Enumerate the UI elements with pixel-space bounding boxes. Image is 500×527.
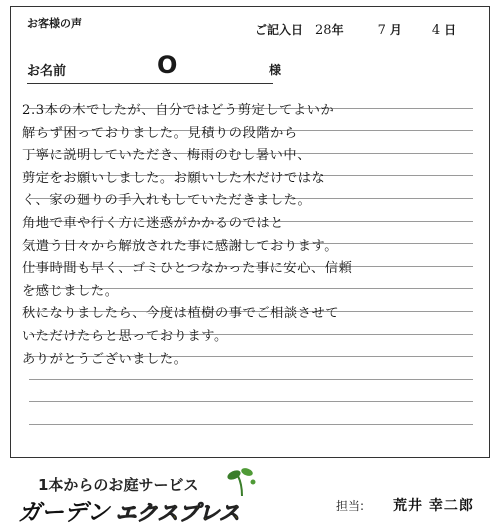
name-label: お名前 xyxy=(27,64,67,79)
testimonial-line: を感じました。 xyxy=(22,283,119,299)
testimonial-line: 秋になりましたら、今度は植樹の事でご相談させて xyxy=(22,306,340,322)
sprout-icon xyxy=(222,466,262,496)
rule-line xyxy=(29,424,473,425)
testimonial-text xyxy=(22,100,468,371)
testimonial-line: 剪定をお願いしました。お願いした木だけではな xyxy=(22,170,326,186)
date-month: 7 xyxy=(377,23,386,38)
name-honorific: 様 xyxy=(269,63,282,77)
staff-name: 荒井 幸二郎 xyxy=(393,498,474,514)
testimonial-line: 気遣う日々から解放された事に感謝しております。 xyxy=(22,238,339,254)
name-underline xyxy=(27,83,273,84)
date-label: ご記入日 xyxy=(255,23,304,37)
testimonial-line: いただけたらと思っております。 xyxy=(22,328,228,344)
testimonial-line: 丁寧に説明していただき、梅雨のむし暑い中、 xyxy=(22,148,312,164)
date-field xyxy=(255,21,456,38)
brand-name-accent: エクスプレス xyxy=(115,501,240,525)
testimonial-line: 仕事時間も早く、ゴミひとつなかった事に安心、信頼 xyxy=(22,261,353,277)
staff-label: 担当: xyxy=(336,499,365,513)
day-unit: 日 xyxy=(444,23,457,37)
customer-name: O xyxy=(157,51,178,79)
testimonial-line: 角地で車や行く方に迷惑がかかるのではと xyxy=(22,215,284,231)
company-tagline: 1本からのお庭サービス xyxy=(38,476,199,494)
testimonial-line: 2.3本の木でしたが、自分ではどう剪定してよいか xyxy=(22,103,335,118)
testimonial-line: ありがとうございました。 xyxy=(22,351,188,367)
rule-line xyxy=(29,401,473,402)
month-unit: 月 xyxy=(389,23,402,37)
customer-name-field xyxy=(27,51,457,79)
company-logo xyxy=(18,494,240,527)
testimonial-line: く、家の廻りの手入れもしていただきました。 xyxy=(22,193,312,209)
brand-name-main: ガーデン xyxy=(18,500,110,526)
year-unit: 年 xyxy=(331,23,344,37)
rule-line xyxy=(29,379,473,380)
date-year: 28 xyxy=(315,23,332,38)
testimonial-line: 解らず困っておりました。見積りの段階から xyxy=(22,125,298,141)
form-header-label: お客様の声 xyxy=(27,17,82,30)
date-day: 4 xyxy=(431,23,441,38)
